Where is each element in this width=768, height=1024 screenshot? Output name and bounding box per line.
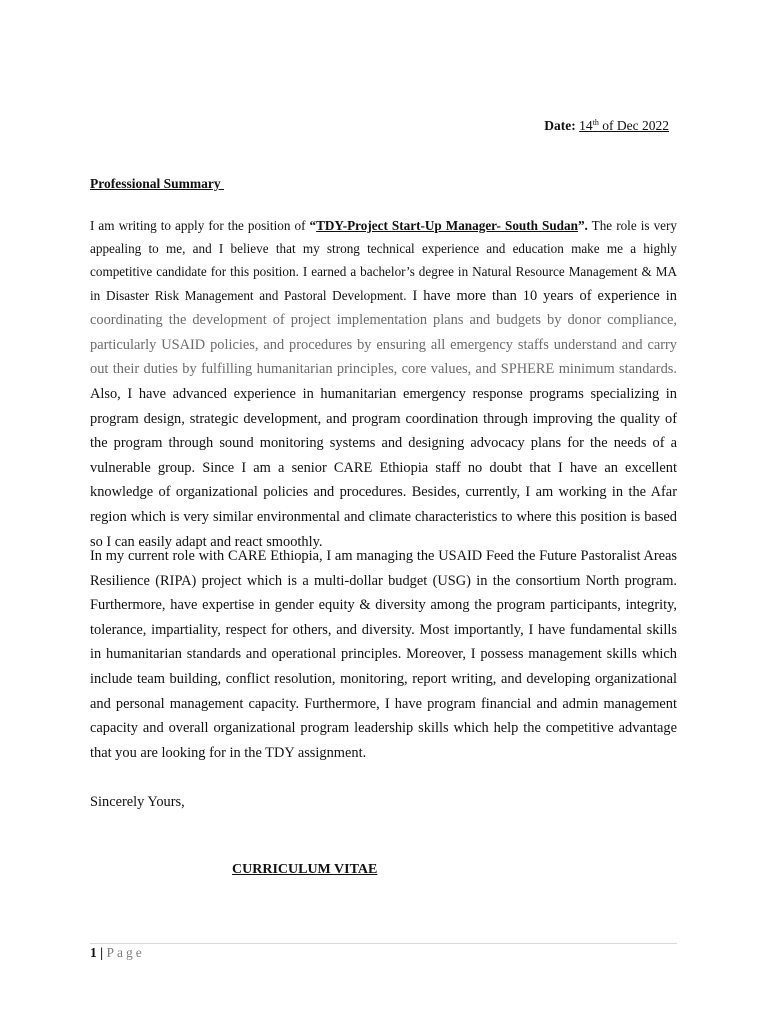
coordination-experience-text: coordinating the development of project implementation plans and budgets by donor compliance, particularly USAID policies, and procedures by ensuring all emergency staffs understand and carry out their duties by fulfilling humanitarian principles, core values, and SPHERE minimum standards.	[90, 312, 677, 378]
professional-summary-heading: Professional Summary	[90, 176, 224, 191]
position-title-text: TDY-Project Start-Up Manager- South Sudan	[316, 218, 578, 233]
date-label: Date:	[544, 118, 576, 133]
page-word: Page	[106, 945, 145, 960]
page-number: 1	[90, 945, 97, 960]
role-appeal-text: The role is very appealing to me, and I believe that my strong technical experience and education make me a highly competitive candidate for this position. I earned a bachelor’s degree in Natural Resource Management & MA in Disaster Risk Management and Pastoral Development.	[90, 218, 678, 303]
footer-divider	[90, 943, 677, 944]
intro-text: I am writing to apply for the position of	[90, 218, 310, 233]
closing-salutation: Sincerely Yours,	[90, 794, 185, 810]
date-rest: of Dec 2022	[598, 118, 669, 133]
date-day: 14	[579, 118, 593, 133]
page-separator: |	[96, 945, 107, 960]
curriculum-vitae-heading: CURRICULUM VITAE	[232, 862, 378, 877]
date-value	[579, 118, 669, 133]
paragraph-current-role: In my current role with CARE Ethiopia, I am managing the USAID Feed the Future Pastoralist Areas Resilience (RIPA) project which is a multi-dollar budget (USG) in the consortium North program. Furthermore, have expertise in gender equity & diversity among the program participants, integrity, tolerance, impartiality, respect for others, and diversity. Most importantly, I have fundamental skills in humanitarian standards and operational principles. Moreover, I possess management skills which include team building, conflict resolution, monitoring, report writing, and developing organizational and personal management capacity. Furthermore, I have program financial and admin management capacity and overall organizational program leadership skills which help the competitive advantage that you are looking for in the TDY assignment.	[90, 548, 677, 761]
date-day-suffix: th	[592, 118, 599, 127]
humanitarian-experience-text: Also, I have advanced experience in humanitarian emergency response programs specializing in program design, strategic development, and program coordination through improving the quality of the program through sound monitoring systems and designing advocacy plans for the needs of a vulnerable group. Since I am a senior CARE Ethiopia staff no doubt that I have an excellent knowledge of organizational policies and procedures. Besides, currently, I am working in the Afar region which is very similar environmental and climate characteristics to where this position is based so I can easily adapt and react smoothly.	[90, 385, 677, 550]
paragraph-intro	[90, 214, 677, 554]
position-title: “TDY-Project Start-Up Manager- South Sudan”.	[309, 218, 588, 233]
experience-text: I have more than 10 years of experience in	[406, 287, 677, 304]
date-line	[544, 118, 669, 134]
page-footer	[90, 945, 145, 961]
